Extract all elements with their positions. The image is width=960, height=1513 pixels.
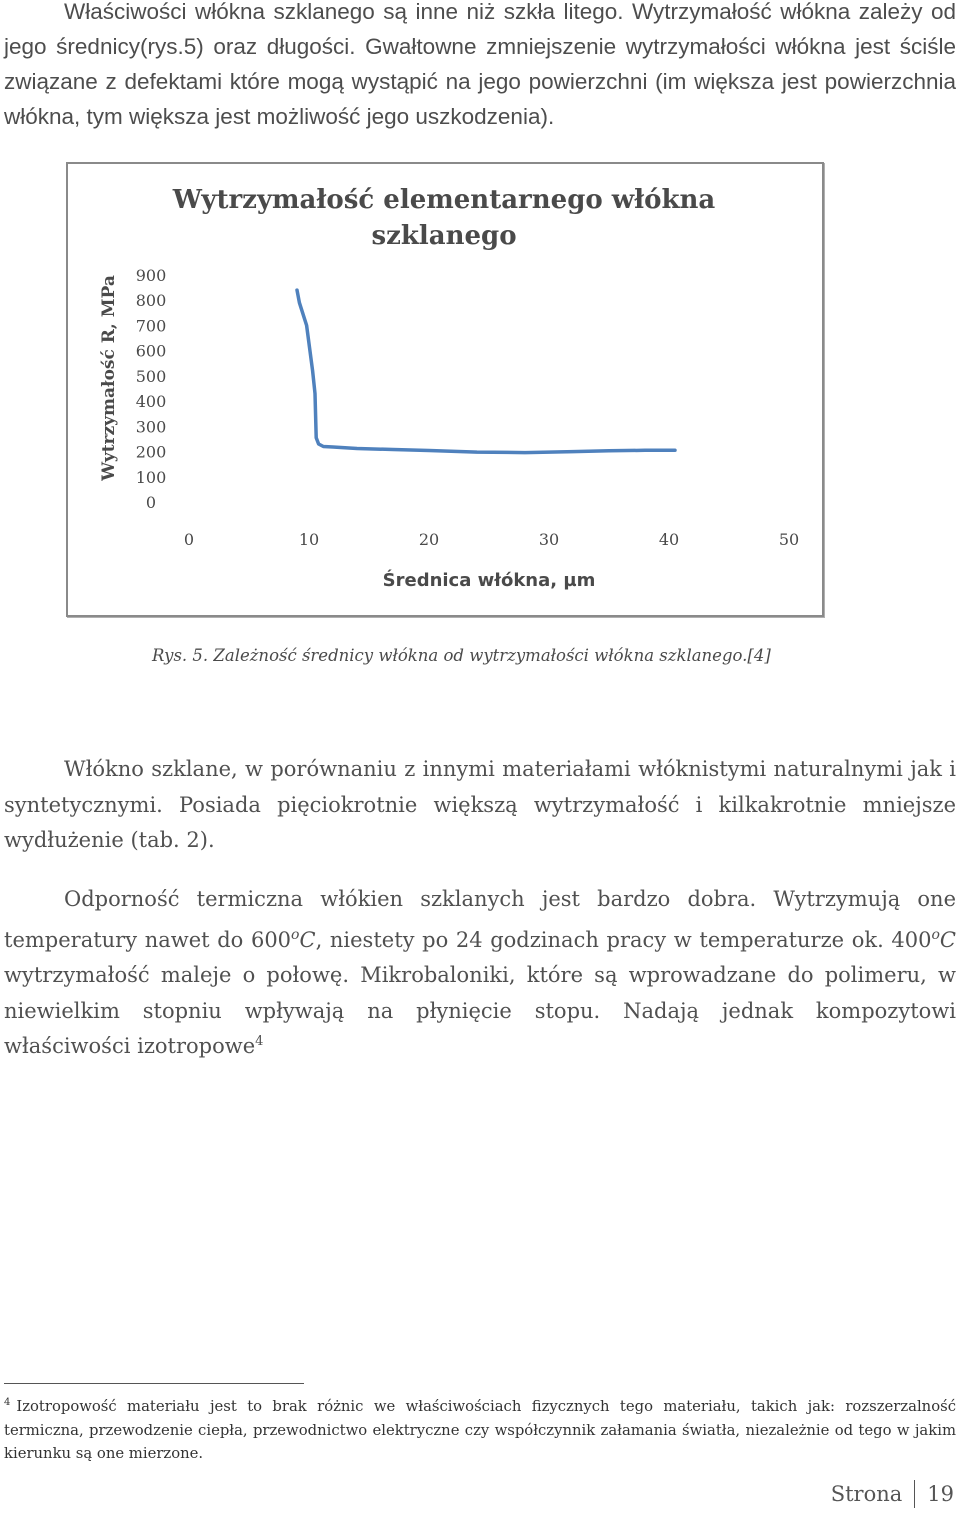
x-axis-label: Średnica włókna, µm xyxy=(382,570,596,591)
y-tick-label: 500 xyxy=(135,366,167,386)
footnote-separator xyxy=(4,1383,304,1384)
thermal-text-a: Odporność termiczna włókien szklanych jest bardzo dobra. Wytrzymują one temperatury nawet do 600 xyxy=(4,887,956,952)
footnote xyxy=(4,1395,956,1466)
x-tick-label: 50 xyxy=(778,530,800,549)
x-tick-label: 30 xyxy=(538,530,560,549)
figure-caption: Rys. 5. Zależność średnicy włókna od wytrzymałości włókna szklanego.[4] xyxy=(152,646,771,665)
y-tick-labels xyxy=(136,266,167,512)
chart-title-line2: szklanego xyxy=(371,221,517,251)
thermal-text-b: , niestety po 24 godzinach pracy w temperaturze ok. 400 xyxy=(315,927,932,952)
x-tick-labels xyxy=(184,530,799,549)
y-tick-label: 400 xyxy=(135,392,167,412)
y-tick-label: 800 xyxy=(135,291,167,311)
y-tick-label: 900 xyxy=(135,266,167,285)
x-tick-label: 20 xyxy=(418,530,440,549)
chart-title-line1: Wytrzymałość elementarnego włókna xyxy=(172,185,716,215)
chart-frame xyxy=(66,162,824,617)
y-tick-label: 100 xyxy=(135,467,167,487)
comparison-paragraph xyxy=(4,752,956,859)
series-line xyxy=(297,290,675,453)
fiber-strength-chart xyxy=(68,164,822,615)
page-label: Strona xyxy=(830,1482,903,1506)
x-tick-label: 40 xyxy=(658,530,680,549)
celsius-unit: C xyxy=(299,927,316,952)
y-tick-label: 0 xyxy=(145,493,157,512)
y-tick-label: 700 xyxy=(135,316,167,336)
y-tick-label: 600 xyxy=(135,341,167,361)
x-tick-label: 10 xyxy=(298,530,320,549)
footer-separator xyxy=(914,1480,915,1508)
y-tick-label: 200 xyxy=(135,442,167,462)
degree-symbol: o xyxy=(291,926,300,943)
footnote-number: 4 xyxy=(4,1397,11,1409)
intro-paragraph-text: Właściwości włókna szklanego są inne niż szkła litego. Wytrzymałość włókna zależy od jego średnicy(rys.5) oraz długości. Gwałtowne zmniejszenie wytrzymałości włókna jest ściśle związane z defektami które mogą wystąpić na jego powierzchni (im większa jest powierzchnia włókna, tym większa jest możliwość jego uszkodzenia). xyxy=(4,0,956,129)
degree-symbol: o xyxy=(931,926,940,943)
thermal-paragraph xyxy=(4,882,956,1065)
y-tick-label: 300 xyxy=(135,417,167,437)
y-axis-label: Wytrzymałość R, MPa xyxy=(99,275,119,481)
intro-paragraph xyxy=(4,0,956,134)
footnote-reference[interactable]: 4 xyxy=(255,1034,264,1049)
page-number: 19 xyxy=(927,1482,954,1506)
x-tick-label: 0 xyxy=(183,530,195,549)
celsius-unit: C xyxy=(939,927,956,952)
page-footer xyxy=(831,1480,954,1508)
series-layer xyxy=(297,290,675,453)
footnote-text: Izotropowość materiału jest to brak różnic we właściwościach fizycznych tego materiału, takich jak: rozszerzalność termiczna, przewodzenie ciepła, przewodnictwo elektryczne czy współczynnik załamania światła, niezależnie od tego w jakim kierunku są one mierzone. xyxy=(4,1398,956,1462)
comparison-paragraph-text: Włókno szklane, w porównaniu z innymi materiałami włóknistymi naturalnymi jak i syntetycznymi. Posiada pięciokrotnie większą wytrzymałość i kilkakrotnie mniejsze wydłużenie (tab. 2). xyxy=(4,757,956,852)
thermal-text-c: wytrzymałość maleje o połowę. Mikrobaloniki, które są wprowadzane do polimeru, w niewielkim stopniu wpływają na płynięcie stopu. Nadają jednak kompozytowi właściwości izotropowe xyxy=(4,963,956,1058)
